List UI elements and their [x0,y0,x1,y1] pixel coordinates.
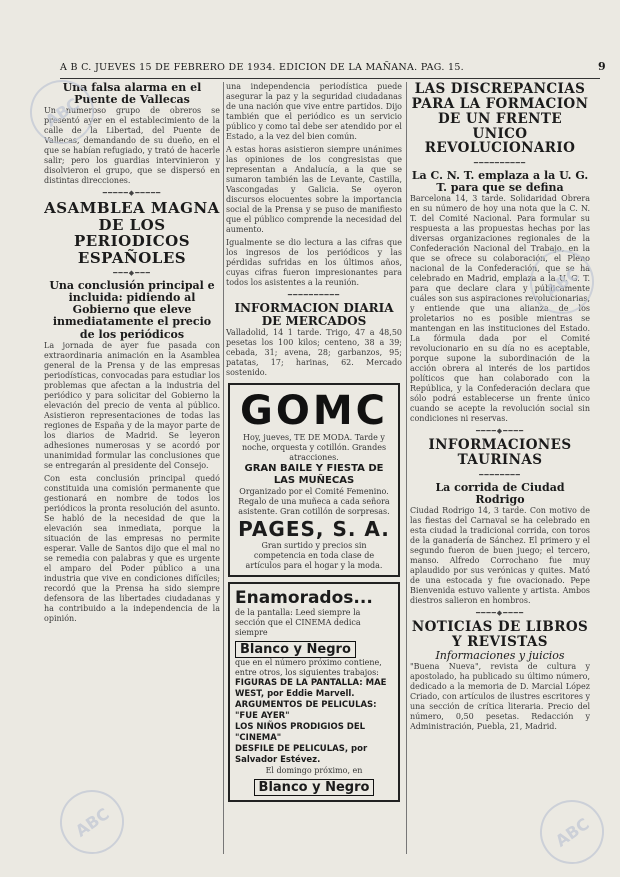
column-rule [406,82,407,854]
article-libros: "Buena Nueva", revista de cultura y apostolado, ha publicado su último número, dedicado a la memoria de D. Marcial López Criado, con artículos de ilustres escritores y una sección de crítica literaria. Precio del número, 0,50 pesetas. Redacción y Administración, Puebla, 21, Madrid. [410,662,590,732]
ad-pages-name: PAGES, S. A. [238,517,390,542]
ornament-divider: ━━━━━━━━━━ [473,159,527,168]
ad-gomc-event: GRAN BAILE Y FIESTA DE LAS MUÑECAS [244,463,384,487]
ad-pages-text: Gran surtido y precios sin competencia en toda clase de artículos para el hogar y la moda. [245,541,383,571]
ad-enamorados-title: Enamorados... [235,588,373,609]
headline-mercados: INFORMACION DIARIA DE MERCADOS [234,301,394,329]
ad-enamorados-line1: de la pantalla: Leed siempre la sección que el CINEMA dedica siempre [235,608,361,638]
subheadline-cnt: La C. N. T. emplaza a la U. G. T. para que se defina [411,169,589,195]
page-number: 9 [598,60,606,73]
gomc-logo: GOMC [240,388,388,435]
ad-gomc-text2: Organizado por el Comité Femenino. Regalo de una muñeca a cada señora asistente. Gran cotillón de sorpresas. [238,487,390,517]
article-asamblea-cont: Con esta conclusión principal quedó constituida una comisión permanente que gestionará en nombre de todos los periódicos la pronta resolución del asunto. Se habló de la necesidad de que la elevación sea inmediata, porque la situación de las empresas no permite esperar. Valle de Santos dijo que el mal no se remedia con palabras y que es urgente el amparo del Poder público a una industria que vive en condiciones difíciles; recordó que la Prensa ha sido siempre defensora de las libertades ciudadanas y ha contribuido a la independencia de la opinión. [44,473,220,623]
watermark-stamp: ABC [517,237,606,326]
ad-gomc-text: Hoy, jueves, TE DE MODA. Tarde y noche, orquesta y cotillón. Grandes atracciones. [241,433,387,463]
article-cnt: Barcelona 14, 3 tarde. Solidaridad Obrera en su número de hoy una nota que la C. N. T. del Comité Nacional. Para formular su respuesta a las propuestas hechas por las diversas organizaciones regionales de la Confederación Nacional del Trabajo, en la que se ofrece su colaboración, el Pleno nacional de la Confederación, que se ha celebrado en Madrid, emplaza a la U. G. T. para que declare clara y públicamente cuáles son sus aspiraciones revolucionarias, y entiende que una alianza de los proletarios no es posible mientras se mantengan en las instituciones del Estado. La fórmula dada por el Comité revolucionario en su día no es aceptable, porque supone la subordinación de la acción obrera al interés de los partidos políticos que han colaborado con la República, y la Confederación declara que sólo podrá establecerse un frente único cuando se acepte la revolución social sin condiciones ni reservas. [410,194,590,424]
advertisement-gomc [228,383,400,577]
ad-item: LOS NIÑOS PRODIGIOS DEL "CINEMA" [235,722,366,744]
page-header: A B C. JUEVES 15 DE FEBRERO DE 1934. EDICION DE LA MAÑANA. PAG. 15. [60,62,600,79]
ornament-divider: ━━━━━◆━━━━━ [102,189,162,198]
article-mercados: Valladolid, 14 1 tarde. Trigo, 47 a 48,50 pesetas los 100 kilos; centeno, 38 a 39; cebada, 31; avena, 28; garbanzos, 95; patatas, 17; harinas, 62. Mercado sostenido. [226,328,402,378]
subheadline-informaciones: Informaciones y juicios [435,648,565,662]
ad-item: DESFILE DE PELICULAS, por Salvador Estévez. [235,744,368,766]
watermark-stamp: ABC [47,777,136,866]
ornament-divider: ━━━━◆━━━━ [475,427,525,436]
blanco-negro-logo-2: Blanco y Negro [254,779,375,796]
column-3 [410,82,590,854]
column-rule [223,82,224,854]
article-paragraph: A estas horas asistieron siempre unánimes las opiniones de los congresistas que representan a Andalucía, a la que se sumaron también las de Levante, Castilla, Vascongadas y Galicia. Se oyeron discursos elocuentes sobre la importancia social de la Prensa y se puso de manifiesto que el público comprende la necesidad del aumento. [226,145,402,234]
subheadline-corrida: La corrida de Ciudad Rodrigo [435,481,565,507]
ad-item: ARGUMENTOS DE PELICULAS: "FUE AYER" [235,700,377,722]
ornament-divider: ━━━━━━━━ [479,471,521,480]
headline-falsa-alarma: Una falsa alarma en el Puente de Vallecas [62,82,202,107]
ad-enamorados-line2: que en el número próximo contiene, entre otros, los siguientes trabajos: [235,658,382,678]
article-corrida: Ciudad Rodrigo 14, 3 tarde. Con motivo de las fiestas del Carnaval se ha celebrado en esta ciudad la tradicional corrida, con toros de la ganadería de Sánchez. El primero y el segundo fueron de buen juego; el tercero, manso. Alfredo Corrochano fue muy aplaudido por sus verónicas y quites. Mató de una estocada y fue ovacionado. Pepe Bienvenida estuvo valiente y artista. Ambos diestros salieron en hombros. [410,506,590,606]
article-asamblea: La jornada de ayer fue pasada con extraordinaria animación en la Asamblea general de la Prensa y de las empresas periodísticas, convocadas para estudiar los problemas que afectan a la industria del periódico y para solicitar del Gobierno la elevación del precio de venta al público. Asistieron representaciones de todas las regiones de España y de la mayor parte de los diarios de Madrid. Se leyeron adhesiones numerosas y se acordó por unanimidad formular las conclusiones que se entregarán al presidente del Consejo. [44,340,220,470]
ornament-divider: ━━━━━━━━━━ [287,291,341,299]
column-1 [44,82,220,854]
watermark-stamp: ABC [17,67,106,156]
article-falsa-alarma: Un numeroso grupo de obreros se presentó ayer en el establecimiento de la calle de la Libertad, del Puente de Vallecas, demandando de su dueño, en el que se habían refugiado, y trató de hacerle salir; pero los guardias intervinieron y disolvieron el grupo, que se dispersó en distintas direcciones. [44,106,220,186]
headline-asamblea: ASAMBLEA MAGNA DE LOS PERIODICOS ESPAÑOLES [44,199,220,267]
column-2 [226,82,402,854]
ornament-divider: ━━━━◆━━━━ [475,609,525,618]
ad-enamorados-foot: El domingo próximo, en [265,766,363,776]
ornament-divider: ━━━◆━━━ [113,269,151,278]
headline-taurinas: INFORMACIONES TAURINAS [428,437,572,469]
article-asamblea-continued: una independencia periodística puede asegurar la paz y la seguridad ciudadanas de una nación que vive entre partidos. Dijo también que el periódico es un servicio público y como tal debe ser atendido por el Estado, a la vez del bien común. [226,82,402,141]
ad-item: FIGURAS DE LA PANTALLA: MAE WEST, por Eddie Marvell. [235,678,387,700]
blanco-negro-logo: Blanco y Negro [235,641,356,658]
advertisement-blanco-negro [228,582,400,802]
headline-libros: NOTICIAS DE LIBROS Y REVISTAS [411,619,589,651]
subheadline-conclusion: Una conclusión principal e incluida: pidiendo al Gobierno que eleve inmediatamente el precio de los periódicos [49,279,215,341]
headline-discrepancias: LAS DISCREPANCIAS PARA LA FORMACION DE UN FRENTE UNICO REVOLUCIONARIO [411,82,589,157]
article-paragraph: Igualmente se dio lectura a las cifras que los ingresos de los periódicos y las pérdidas sufridas en los últimos años, cuyas cifras fueron impresionantes para todos los asistentes a la reunión. [226,238,402,287]
watermark-stamp: ABC [527,787,616,876]
